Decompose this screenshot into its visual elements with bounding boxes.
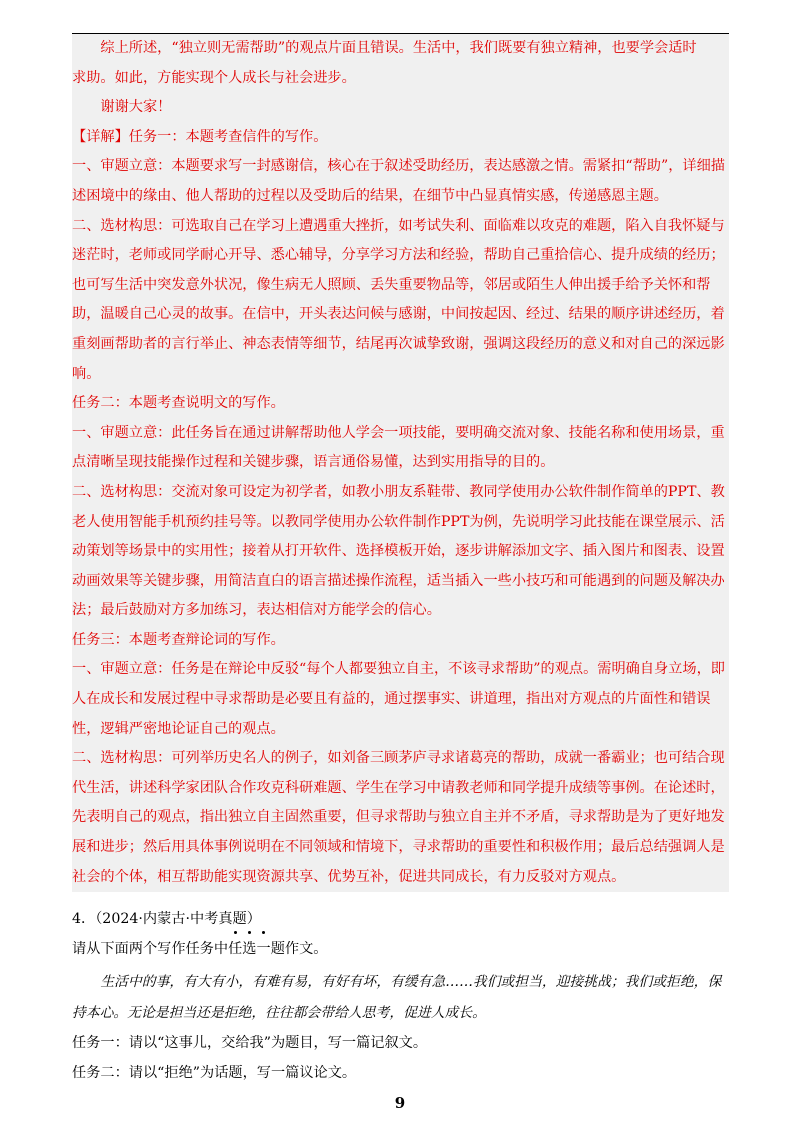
writing-task-2: 任务二：请以“拒绝”为话题，写一篇议论文。: [72, 1064, 357, 1081]
task3-paragraph-2: 二、选材构思：可列举历史名人的例子，如刘备三顾茅庐寻求诸葛亮的帮助，成就一番霸业；也可结合现代生活，讲述科学家团队合作攻克科研难题、学生在学习中请教老师和同学提升成绩等事例。在论述时，先表明自己的观点，指出独立自主固然重要，但寻求帮助与独立自主并不矛盾，寻求帮助是为了更好地发展和进步；然后用具体事例说明在不同领域和情境下，寻求帮助的重要性和积极作用；最后总结强调人是社会的个体，相互帮助能实现资源共享、优势互补，促进共同成长，有力反驳对方观点。: [72, 750, 725, 885]
task2-paragraph-1: 一、审题立意：此任务旨在通过讲解帮助他人学会一项技能，要明确交流对象、技能名称和使用场景，重点清晰呈现技能操作过程和关键步骤，语言通俗易懂，达到实用指导的目的。: [72, 424, 725, 471]
task3-title: 任务三：本题考查辩论词的写作。: [72, 631, 285, 648]
page-number: 9: [394, 1094, 406, 1112]
task3-paragraph-1: 一、审题立意：任务是在辩论中反驳“每个人都要独立自主，不该寻求帮助”的观点。需明确自身立场，即人在成长和发展过程中寻求帮助是必要且有益的，通过摆事实、讲道理，指出对方观点的片面性和错误性，逻辑严密地论证自己的观点。: [72, 661, 725, 737]
emphasis-char: 任: [228, 935, 242, 965]
conclusion-line-1: 综上所述，“独立则无需帮助”的观点片面且错误。生活中，我们既要有独立精神，也要学会适时: [100, 40, 697, 56]
emphasis-char: 选: [242, 935, 256, 965]
instruction-after: 题作文。: [270, 940, 328, 957]
emphasized-text: [228, 941, 271, 957]
emphasis-char: 一: [256, 935, 270, 965]
detail-label: 【详解】: [72, 128, 129, 145]
task1-paragraph-1: 一、审题立意：本题要求写一封感谢信，核心在于叙述受助经历，表达感激之情。需紧扣“帮助”，详细描述困境中的缘由、他人帮助的过程以及受助后的结果，在细节中凸显真情实感，传递感恩主题。: [72, 158, 725, 204]
question-instruction: [72, 935, 729, 965]
instruction-before: 请从下面两个写作任务中: [72, 940, 229, 957]
task2-paragraph-2: 二、选材构思：交流对象可设定为初学者，如教小朋友系鞋带、教同学使用办公软件制作简单的PPT、教老人使用智能手机预约挂号等。以教同学使用办公软件制作PPT为例，先说明学习此技能在课堂展示、活动策划等场景中的实用性；接着从打开软件、选择模板开始，逐步讲解添加文字、插入图片和图表、设置动画效果等关键步骤，用简洁直白的语言描述操作流程，适当插入一些小技巧和可能遇到的问题及解决办法；最后鼓励对方多加练习，表达相信对方能学会的信心。: [72, 483, 725, 619]
question-block: [72, 905, 729, 1088]
detail-heading: [72, 123, 729, 153]
conclusion-line-2: 求助。如此，方能实现个人成长与社会进步。: [72, 69, 356, 86]
question-number: 4．（2024·内蒙古·中考真题）: [72, 911, 261, 927]
answer-block: [72, 34, 729, 892]
thanks-line: 谢谢大家！: [100, 99, 172, 116]
task1-title: 任务一：本题考查信件的写作。: [128, 128, 328, 145]
task2-title: 任务二：本题考查说明文的写作。: [72, 395, 285, 412]
material-paragraph: 生活中的事，有大有小，有难有易，有好有坏，有缓有急……我们或担当，迎接挑战；我们或拒绝，保持本心。无论是担当还是拒绝，往往都会带给人思考，促进人成长。: [72, 974, 722, 1022]
writing-task-1: 任务一：请以“这事儿，交给我”为题目，写一篇记叙文。: [72, 1035, 428, 1052]
task1-paragraph-2: 二、选材构思：可选取自己在学习上遭遇重大挫折，如考试失利、面临难以攻克的难题，陷入自我怀疑与迷茫时，老师或同学耐心开导、悉心辅导，分享学习方法和经验，帮助自己重拾信心、提升成绩的经历；也可写生活中突发意外状况，像生病无人照顾、丢失重要物品等，邻居或陌生人伸出援手给予关怀和帮助，温暖自己心灵的故事。在信中，开头表达问候与感谢，中间按起因、经过、结果的顺序讲述经历，着重刻画帮助者的言行举止、神态表情等细节，结尾再次诚挚致谢，强调这段经历的意义和对自己的深远影响。: [72, 217, 725, 382]
